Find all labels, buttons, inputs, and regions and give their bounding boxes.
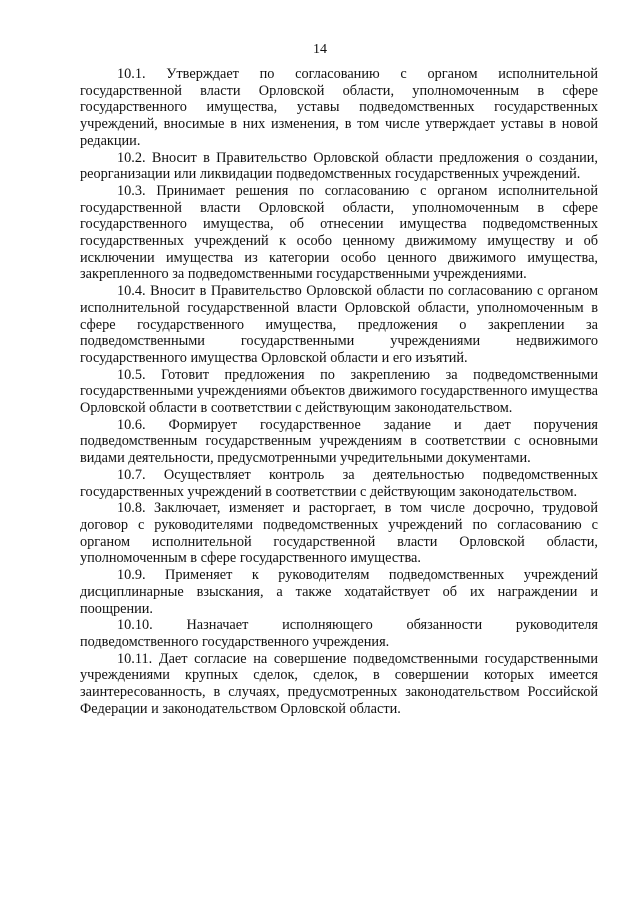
paragraph-10-9: 10.9. Применяет к руководителям подведомственных учреждений дисциплинарные взыскания, а также ходатайствует об их награждении и поощрении. bbox=[80, 567, 598, 617]
paragraph-10-1: 10.1. Утверждает по согласованию с органом исполнительной государственной власти Орловской области, уполномоченным в сфере государственного имущества, уставы подведомственных государственных учреждений, вносимые в них изменения, в том числе утверждает уставы в новой редакции. bbox=[80, 66, 598, 149]
paragraph-10-4: 10.4. Вносит в Правительство Орловской области по согласованию с органом исполнительной государственной власти Орловской области, уполномоченным в сфере государственного имущества, предложения о закреплении за подведомственными государственными учреждениями недвижимого государственного имущества Орловской области и его изъятий. bbox=[80, 283, 598, 366]
paragraph-10-6: 10.6. Формирует государственное задание и дает поручения подведомственным государственным учреждениям в соответствии с основными видами деятельности, предусмотренными учредительными документами. bbox=[80, 416, 598, 467]
paragraph-10-7: 10.7. Осуществляет контроль за деятельностью подведомственных государственных учреждений в соответствии с действующим законодательством. bbox=[80, 466, 598, 500]
paragraph-10-2: 10.2. Вносит в Правительство Орловской области предложения о создании, реорганизации или ликвидации подведомственных государственных учреждений. bbox=[80, 149, 598, 183]
paragraph-10-8: 10.8. Заключает, изменяет и расторгает, в том числе досрочно, трудовой договор с руководителями подведомственных учреждений по согласованию с органом исполнительной государственной власти Орловской области, уполномоченным в сфере государственного имущества. bbox=[80, 500, 598, 567]
paragraph-10-5: 10.5. Готовит предложения по закреплению за подведомственными государственными учреждениями объектов движимого государственного имущества Орловской области в соответствии с действующим законодательством. bbox=[80, 366, 598, 417]
page-number: 14 bbox=[313, 42, 327, 57]
paragraph-10-3: 10.3. Принимает решения по согласованию с органом исполнительной государственной власти Орловской области, уполномоченным в сфере государственного имущества, об отнесении имущества подведомственных государственных учреждений к особо ценному движимому имуществу и об исключении имущества из категории особо ценного движимого имущества, закрепленного за подведомственными государственными учреждениями. bbox=[80, 182, 598, 283]
paragraph-10-10: 10.10. Назначает исполняющего обязанности руководителя подведомственного государственного учреждения. bbox=[80, 617, 598, 650]
paragraph-10-11: 10.11. Дает согласие на совершение подведомственными государственными учреждениями крупных сделок, сделок, в совершении которых имеется заинтересованность, в случаях, предусмотренных законодательством Российской Федерации и законодательством Орловской области. bbox=[80, 650, 598, 717]
document-body bbox=[80, 66, 598, 717]
